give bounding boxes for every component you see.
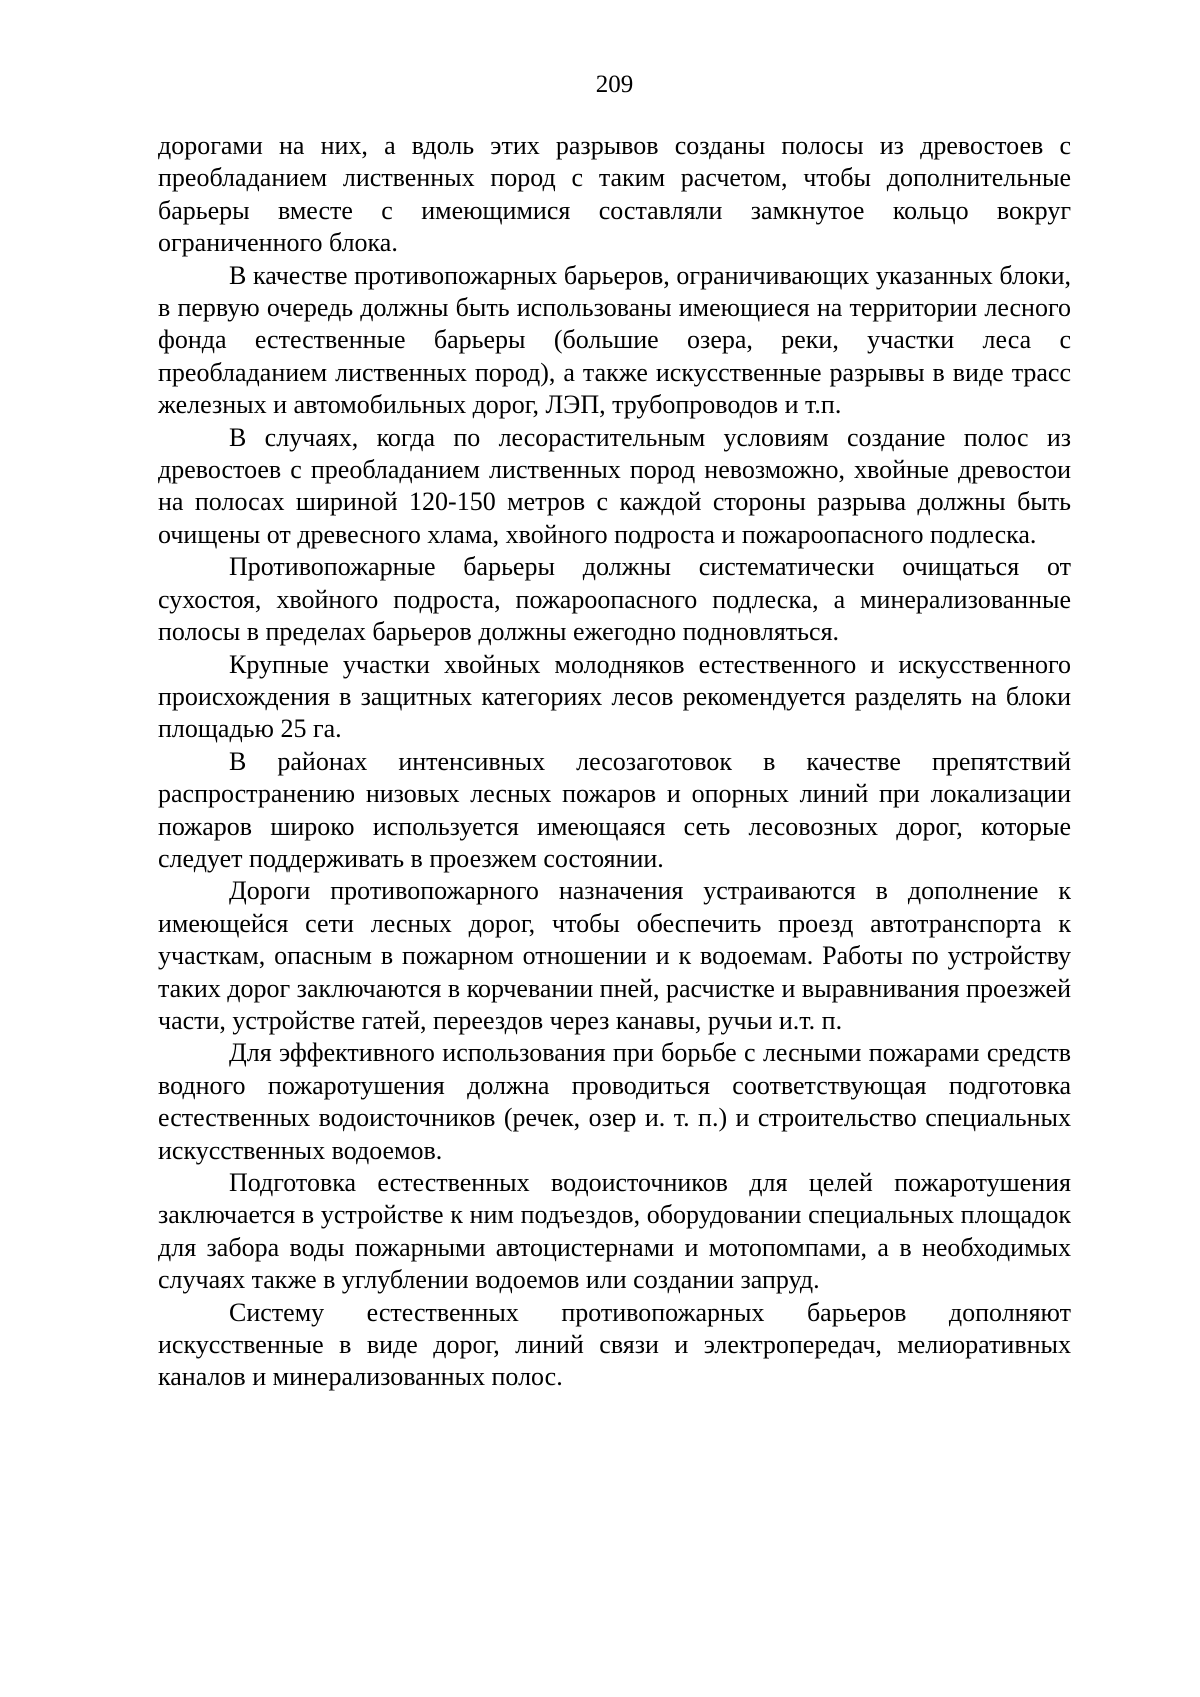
paragraph: Систему естественных противопожарных барьеров дополняют искусственные в виде дорог, линий связи и электропередач, мелиоративных каналов и минерализованных полос. xyxy=(158,1297,1071,1392)
paragraph: В качестве противопожарных барьеров, ограничивающих указанных блоки, в первую очередь должны быть использованы имеющиеся на территории лесного фонда естественные барьеры (большие озера, реки, участки леса с преобладанием лиственных пород), а также искусственные разрывы в виде трасс железных и автомобильных дорог, ЛЭП, трубопроводов и т.п. xyxy=(158,260,1071,420)
paragraph: Для эффективного использования при борьбе с лесными пожарами средств водного пожаротушения должна проводиться соответствующая подготовка естественных водоисточников (речек, озер и. т. п.) и строительство специальных искусственных водоемов. xyxy=(158,1038,1071,1165)
page-number: 209 xyxy=(595,71,634,98)
paragraph: Дороги противопожарного назначения устраиваются в дополнение к имеющейся сети лесных дорог, чтобы обеспечить проезд автотранспорта к участкам, опасным в пожарном отношении и к водоемам. Работы по устройству таких дорог заключаются в корчевании пней, расчистке и выравнивания проезжей части, устройстве гатей, переездов через канавы, ручьи и.т. п. xyxy=(158,876,1071,1035)
paragraph: В случаях, когда по лесорастительным условиям создание полос из древостоев с преобладанием лиственных пород невозможно, хвойные древостои на полосах шириной 120-150 метров с каждой стороны разрыва должны быть очищены от древесного хлама, хвойного подроста и пожароопасного подлеска. xyxy=(158,422,1071,549)
paragraph-continuation: дорогами на них, а вдоль этих разрывов созданы полосы из древостоев с преобладанием лиственных пород с таким расчетом, чтобы дополнительные барьеры вместе с имеющимися составляли замкнутое кольцо вокруг ограниченного блока. xyxy=(158,131,1071,258)
body-text xyxy=(158,130,1071,1394)
paragraph: Крупные участки хвойных молодняков естественного и искусственного происхождения в защитных категориях лесов рекомендуется разделять на блоки площадью 25 га. xyxy=(158,649,1071,744)
paragraph: В районах интенсивных лесозаготовок в качестве препятствий распространению низовых лесных пожаров и опорных линий при локализации пожаров широко используется имеющаяся сеть лесовозных дорог, которые следует поддерживать в проезжем состоянии. xyxy=(158,746,1071,873)
paragraph: Подготовка естественных водоисточников для целей пожаротушения заключается в устройстве к ним подъездов, оборудовании специальных площадок для забора воды пожарными автоцистернами и мотопомпами, а в необходимых случаях также в углублении водоемов или создании запруд. xyxy=(158,1168,1071,1295)
paragraph: Противопожарные барьеры должны систематически очищаться от сухостоя, хвойного подроста, пожароопасного подлеска, а минерализованные полосы в пределах барьеров должны ежегодно подновляться. xyxy=(158,552,1071,647)
